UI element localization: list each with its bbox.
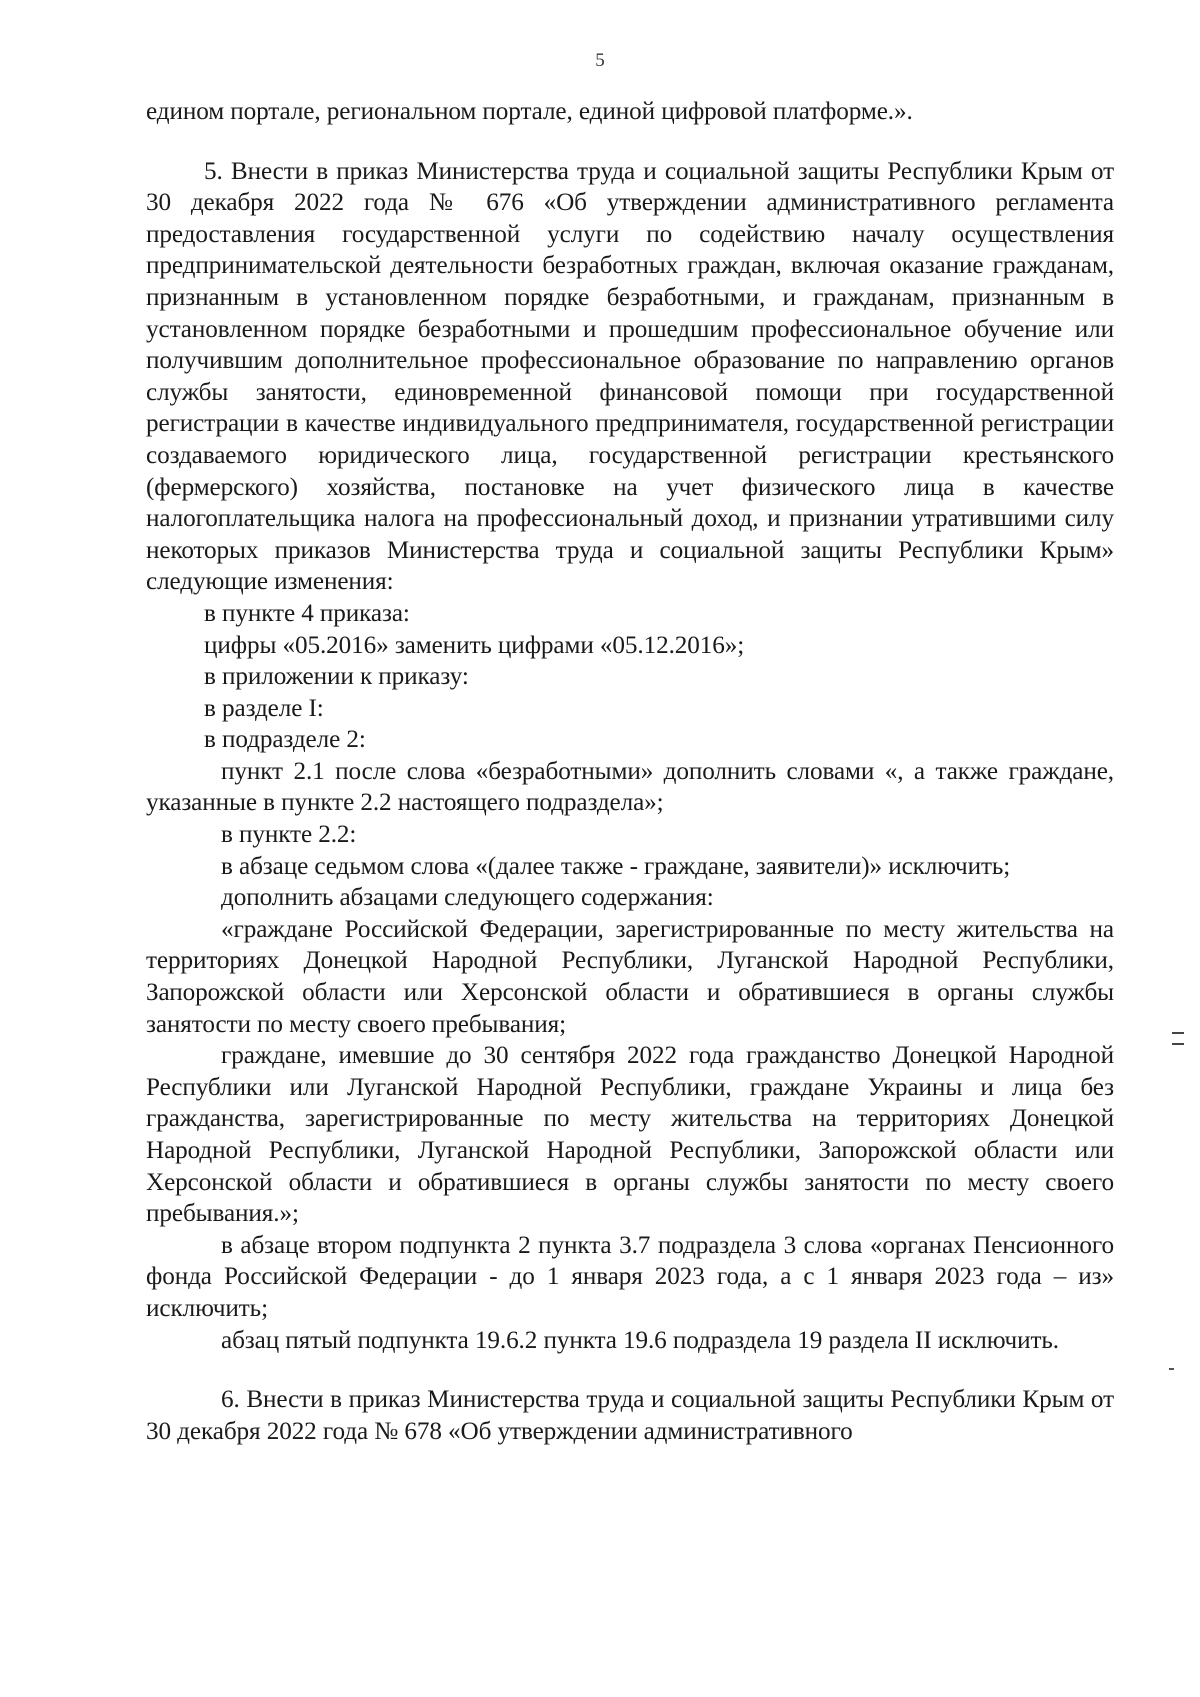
paragraph: в пункте 2.2:: [221, 821, 357, 849]
paragraph: в приложении к приказу:: [204, 663, 469, 691]
paragraph: в абзаце втором подпункта 2 пункта 3.7 подраздела 3 слова «органах Пенсионного фонда Российской Федерации - до 1 января 2023 года, а с 1 января 2023 года – из» исключить;: [146, 1231, 1114, 1322]
document-body: [146, 96, 1114, 1447]
paragraph: в подразделе 2:: [204, 726, 366, 754]
paragraph-continuation: едином портале, региональном портале, единой цифровой платформе.».: [146, 98, 913, 125]
page-number: 5: [595, 50, 605, 71]
paragraph: дополнить абзацами следующего содержания:: [221, 884, 714, 912]
quoted-paragraph: граждане, имевшие до 30 сентября 2022 года гражданство Донецкой Народной Республики или Луганской Народной Республики, граждане Украины и лица без гражданства, зарегистрированные по месту жительства на территориях Донецкой Народной Республики, Луганской Народной Республики, Запорожской области или Херсонской области и обратившиеся в органы службы занятости по месту своего пребывания.»;: [146, 1042, 1114, 1228]
scan-artifact-dot: [1169, 1368, 1174, 1370]
paragraph: в пункте 4 приказа:: [204, 599, 410, 627]
scan-artifact-mark: [1172, 1032, 1184, 1045]
paragraph-gap: [146, 1356, 1114, 1384]
paragraph-item-6: 6. Внести в приказ Министерства труда и социальной защиты Республики Крым от 30 декабря 2022 года № 678 «Об утверждении административного: [146, 1386, 1114, 1445]
paragraph-gap: [146, 128, 1114, 156]
paragraph: абзац пятый подпункта 19.6.2 пункта 19.6 подраздела 19 раздела II исключить.: [221, 1326, 1059, 1354]
paragraph: цифры «05.2016» заменить цифрами «05.12.2016»;: [204, 631, 745, 659]
paragraph: в абзаце седьмом слова «(далее также - граждане, заявители)» исключить;: [221, 852, 1011, 880]
paragraph: в разделе I:: [204, 694, 324, 722]
quoted-paragraph: «граждане Российской Федерации, зарегистрированные по месту жительства на территориях Донецкой Народной Республики, Луганской Народной Республики, Запорожской области или Херсонской области и обратившиеся в органы службы занятости по месту своего пребывания;: [146, 915, 1114, 1038]
paragraph: пункт 2.1 после слова «безработными» дополнить словами «, а также граждане, указанные в пункте 2.2 настоящего подраздела»;: [146, 757, 1114, 817]
paragraph-item-5: 5. Внести в приказ Министерства труда и социальной защиты Республики Крым от 30 декабря 2022 года № 676 «Об утверждении административного регламента предоставления государственной услуги по содействию началу осуществления предпринимательской деятельности безработных граждан, включая оказание гражданам, признанным в установленном порядке безработными, и гражданам, признанным в установленном порядке безработными и прошедшим профессиональное обучение или получившим дополнительное профессиональное образование по направлению органов службы занятости, единовременной финансовой помощи при государственной регистрации в качестве индивидуального предпринимателя, государственной регистрации создаваемого юридического лица, государственной регистрации крестьянского (фермерского) хозяйства, постановке на учет физического лица в качестве налогоплательщика налога на профессиональный доход, и признании утратившими силу некоторых приказов Министерства труда и социальной защиты Республики Крым» следующие изменения:: [146, 157, 1114, 596]
